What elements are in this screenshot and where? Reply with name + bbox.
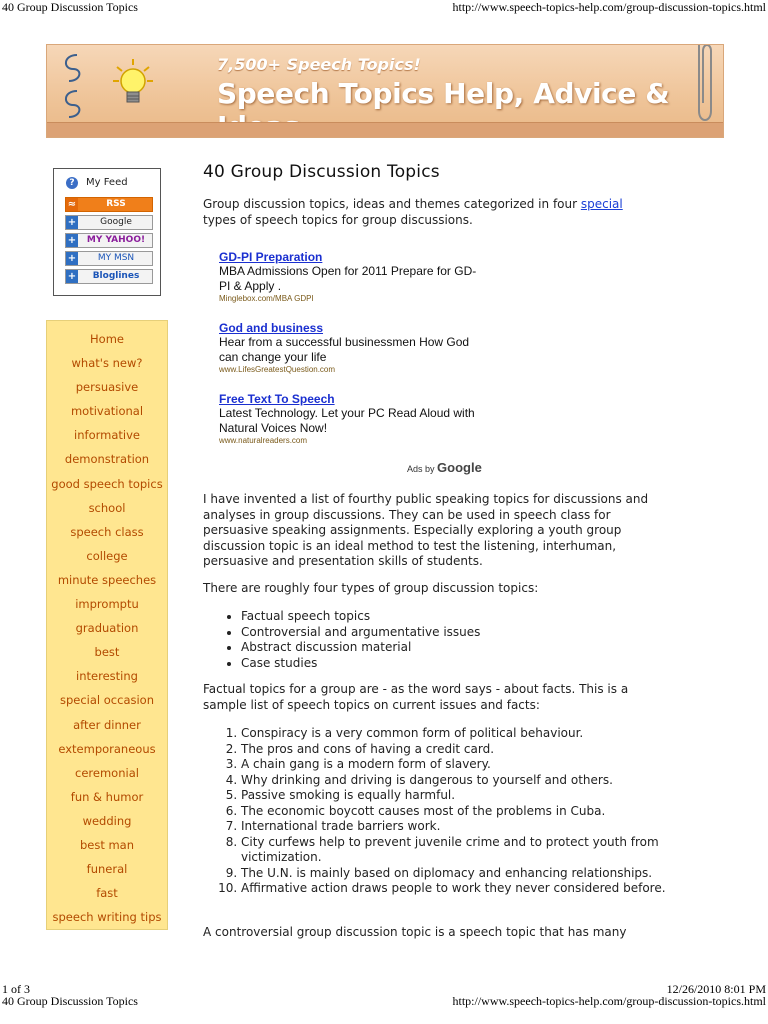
nav-item[interactable]: persuasive — [75, 380, 139, 395]
nav-item[interactable]: best — [94, 645, 120, 660]
nav-item[interactable]: Home — [90, 332, 124, 346]
ad-text: MBA Admissions Open for 2011 Prepare for GD-PI & Apply . — [219, 264, 477, 293]
google-feed-button[interactable]: + Google — [65, 215, 153, 230]
rss-icon: ≈ — [67, 199, 77, 210]
print-header — [0, 0, 768, 14]
ad-block[interactable] — [219, 250, 479, 303]
feed-subscribe-box — [53, 168, 161, 296]
plus-icon: + — [67, 253, 77, 264]
list-item: 2. The pros and cons of having a credit card. — [241, 742, 673, 758]
facts-list — [203, 726, 673, 897]
list-item: 4. Why drinking and driving is dangerous to yourself and others. — [241, 773, 673, 789]
nav-item[interactable]: graduation — [75, 621, 139, 636]
nav-item[interactable]: fast — [96, 886, 118, 901]
binder-spiral-icon — [57, 51, 85, 131]
list-item: • Abstract discussion material — [241, 640, 480, 656]
ad-url[interactable]: www.LifesGreatestQuestion.com — [219, 365, 336, 374]
list-item: 6. The economic boycott causes most of the problems in Cuba. — [241, 804, 673, 820]
plus-icon: + — [67, 271, 77, 282]
ad-title[interactable]: God and business — [219, 321, 324, 335]
google-logo: Google — [437, 460, 482, 475]
list-item: 9. The U.N. is mainly based on diplomacy and enhancing relationships. — [241, 866, 673, 882]
list-item: • Controversial and argumentative issues — [241, 625, 480, 641]
ad-title[interactable]: Free Text To Speech — [219, 392, 335, 406]
nav-item[interactable]: motivational — [70, 404, 144, 419]
print-footer-second — [0, 994, 768, 1008]
ad-block[interactable] — [219, 321, 479, 374]
ad-text: Latest Technology. Let your PC Read Aloud with Natural Voices Now! — [219, 406, 475, 435]
ad-title[interactable]: GD-PI Preparation — [219, 250, 323, 264]
print-footer-title: 40 Group Discussion Topics — [2, 994, 138, 1008]
nav-item[interactable]: wedding — [82, 813, 132, 828]
special-link[interactable]: special — [580, 197, 623, 211]
nav-item[interactable]: impromptu — [75, 597, 139, 612]
nav-item[interactable]: what's new? — [71, 356, 143, 371]
banner-stripe — [47, 122, 723, 137]
print-header-title: 40 Group Discussion Topics — [2, 0, 138, 14]
intro-paragraph: I have invented a list of fourthy public speaking topics for discussions and analyses in group discussions. They can be used in speech class for persuasive speaking assignments. Especially exploring a youth group discussion topic is an ideal method to test the listening, interhuman, persuasive and presentation skills of students. — [203, 492, 649, 568]
nav-item[interactable]: after dinner — [73, 717, 141, 732]
sidebar-nav — [46, 320, 168, 930]
msn-feed-button[interactable]: + MY MSN — [65, 251, 153, 266]
help-icon[interactable]: ? — [66, 177, 78, 189]
print-footer-page: 1 of 3 — [2, 982, 30, 996]
site-banner[interactable] — [46, 44, 724, 138]
nav-item[interactable]: speech writing tips — [52, 910, 162, 925]
banner-tagline: 7,500+ Speech Topics! — [217, 55, 421, 74]
ad-block[interactable] — [219, 392, 479, 445]
nav-item[interactable]: funeral — [86, 862, 128, 877]
plus-icon: + — [67, 235, 77, 246]
lightbulb-icon — [113, 59, 153, 113]
nav-item[interactable]: fun & humor — [70, 789, 144, 804]
banner-title: Speech Topics Help, Advice & — [217, 77, 670, 110]
nav-item[interactable]: best man — [79, 837, 135, 852]
nav-item[interactable]: special occasion — [59, 693, 155, 708]
nav-item[interactable]: extemporaneous — [58, 741, 156, 756]
page-title: 40 Group Discussion Topics — [203, 162, 440, 182]
intro-text: Group discussion topics, ideas and themes categorized in four special types of speech topics for group discussions. — [203, 197, 623, 227]
list-item: 8. City curfews help to prevent juvenile crime and to protect youth from victimization. — [241, 835, 673, 866]
nav-item[interactable]: informative — [74, 428, 140, 443]
print-footer-datetime: 12/26/2010 8:01 PM — [666, 982, 766, 996]
list-item: 10. Affirmative action draws people to work they never considered before. — [241, 881, 673, 897]
facts-intro: Factual topics for a group are - as the word says - about facts. This is a sample list of speech topics on current issues and facts: — [203, 682, 629, 712]
list-item: • Case studies — [241, 656, 480, 672]
list-item: 1. Conspiracy is a very common form of political behaviour. — [241, 726, 673, 742]
nav-item[interactable]: college — [86, 548, 128, 563]
nav-item[interactable]: minute speeches — [57, 572, 157, 587]
my-feed-label: ? My Feed — [66, 177, 128, 189]
nav-item[interactable]: speech class — [70, 524, 144, 539]
print-header-url: http://www.speech-topics-help.com/group-discussion-topics.html — [452, 0, 766, 14]
list-item: 7. International trade barriers work. — [241, 819, 673, 835]
bloglines-feed-button[interactable]: + Bloglines — [65, 269, 153, 284]
paperclip-icon — [693, 44, 715, 129]
list-item: 3. A chain gang is a modern form of slavery. — [241, 757, 673, 773]
nav-item[interactable]: demonstration — [64, 452, 150, 467]
plus-icon: + — [67, 217, 77, 228]
nav-item[interactable]: interesting — [76, 669, 138, 684]
list-item: • Factual speech topics — [241, 609, 480, 625]
nav-item[interactable]: ceremonial — [75, 765, 139, 780]
nav-item[interactable]: good speech topics — [51, 476, 163, 491]
rss-button[interactable]: ≈ RSS — [65, 197, 153, 212]
nav-item[interactable]: school — [88, 500, 126, 515]
yahoo-feed-button[interactable]: + MY YAHOO! — [65, 233, 153, 248]
ad-text: Hear from a successful businessmen How God can change your life — [219, 335, 470, 364]
list-item: 5. Passive smoking is equally harmful. — [241, 788, 673, 804]
types-list — [203, 609, 480, 671]
print-footer-url: http://www.speech-topics-help.com/group-discussion-topics.html — [452, 994, 766, 1008]
ad-url[interactable]: www.naturalreaders.com — [219, 436, 308, 445]
ads-by-google[interactable]: Ads by Google — [407, 460, 482, 475]
controversial-paragraph: A controversial group discussion topic is a speech topic that has many — [203, 925, 627, 939]
types-intro: There are roughly four types of group discussion topics: — [203, 581, 539, 595]
ad-url[interactable]: Minglebox.com/MBA GDPI — [219, 294, 314, 303]
